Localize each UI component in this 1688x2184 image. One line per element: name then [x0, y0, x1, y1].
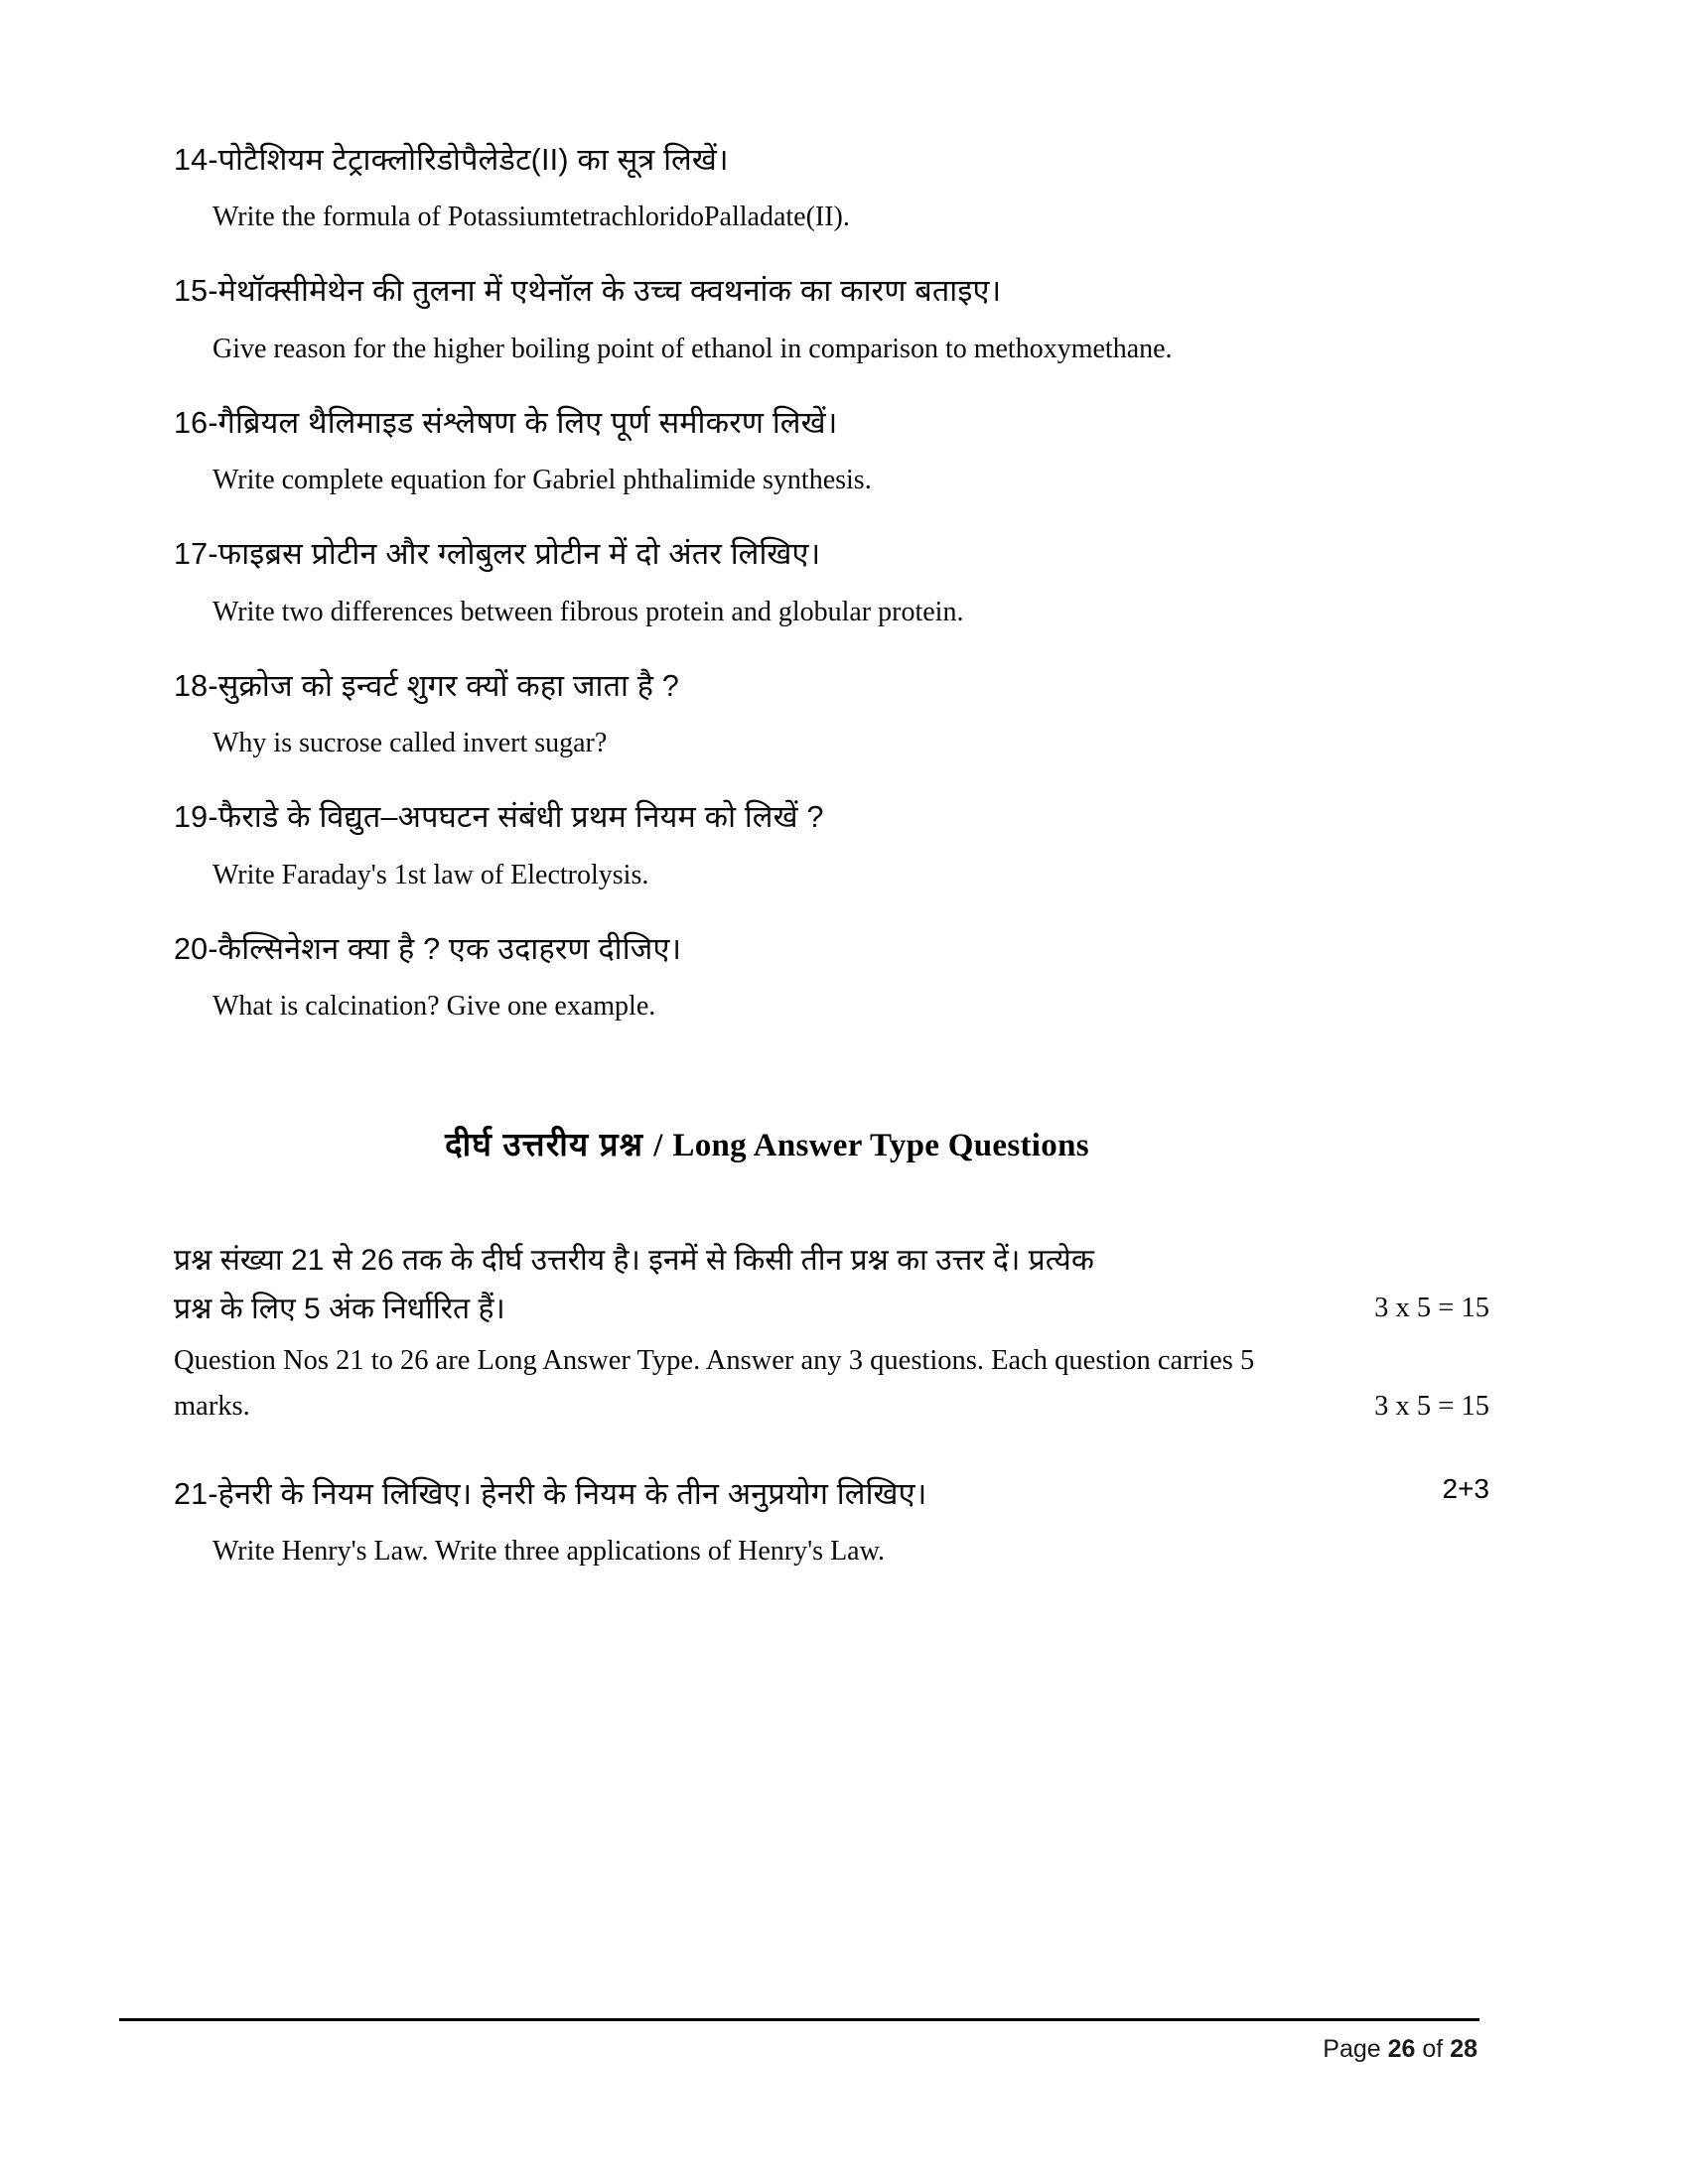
- question-block-17: [174, 533, 1489, 630]
- instructions-block: [174, 1237, 1489, 1430]
- question-20-hindi: 20-कैल्सिनेशन क्या है ? एक उदाहरण दीजिए।: [174, 931, 682, 966]
- question-14-english: Write the formula of PotassiumtetrachloridoPalladate(II).: [212, 202, 850, 233]
- question-20-english: What is calcination? Give one example.: [212, 991, 656, 1023]
- question-21-marks: 2+3: [1442, 1472, 1489, 1504]
- question-15-hindi: 15-मेथॉक्सीमेथेन की तुलना में एथेनॉल के उच्च क्वथनांक का कारण बताइए।: [174, 274, 1002, 309]
- question-block-19: [174, 796, 1489, 893]
- footer-current-page: 26: [1387, 2035, 1416, 2063]
- instructions-english-line-2-text: marks.: [174, 1390, 250, 1422]
- footer-total-pages: 28: [1450, 2035, 1477, 2063]
- question-17-hindi: 17-फाइब्रस प्रोटीन और ग्लोबुलर प्रोटीन में दो अंतर लिखिए।: [174, 537, 821, 572]
- question-18-english: Why is sucrose called invert sugar?: [212, 728, 608, 759]
- section-heading-hindi: दीर्घ उत्तरीय प्रश्न: [445, 1126, 644, 1163]
- instructions-english-line-2: [174, 1384, 1489, 1430]
- question-19-english: Write Faraday's 1st law of Electrolysis.: [212, 859, 649, 890]
- instructions-hindi: [174, 1237, 1489, 1333]
- section-heading-english: Long Answer Type Questions: [672, 1128, 1089, 1164]
- instructions-hindi-line-2: [174, 1286, 1489, 1334]
- question-19-hindi: 19-फैराडे के विद्युत–अपघटन संबंधी प्रथम नियम को लिखें ?: [174, 800, 824, 835]
- question-21-english: Write Henry's Law. Write three applications of Henry's Law.: [212, 1536, 886, 1568]
- question-15-english: Give reason for the higher boiling point of ethanol in comparison to methoxymethane.: [212, 333, 1173, 364]
- question-block-21: [174, 1473, 1489, 1570]
- question-block-16: [174, 402, 1489, 499]
- question-21-hindi: 21-हेनरी के नियम लिखिए। हेनरी के नियम के तीन अनुप्रयोग लिखिए।: [174, 1476, 927, 1511]
- question-16-hindi: 16-गैब्रियल थैलिमाइड संश्लेषण के लिए पूर्ण समीकरण लिखें।: [174, 405, 838, 440]
- question-17-english: Write two differences between fibrous protein and globular protein.: [212, 596, 964, 627]
- question-14-hindi: 14-पोटैशियम टेट्राक्लोरिडोपैलेडेट(II) का सूत्र लिखें।: [174, 143, 729, 177]
- question-block-18: [174, 665, 1489, 762]
- footer-page-number: [1323, 2035, 1477, 2064]
- footer-middle: of: [1415, 2035, 1451, 2063]
- footer-prefix: Page: [1323, 2035, 1388, 2063]
- question-block-14: [174, 139, 1489, 236]
- instructions-hindi-marks: 3 x 5 = 15: [1374, 1292, 1489, 1323]
- instructions-english: [174, 1338, 1489, 1430]
- question-block-15: [174, 270, 1489, 367]
- section-heading-separator: /: [653, 1128, 663, 1164]
- page-content: [174, 139, 1489, 1604]
- instructions-english-line-1: Question Nos 21 to 26 are Long Answer Type. Answer any 3 questions. Each question carries 5: [174, 1344, 1255, 1376]
- section-heading: [174, 1121, 1489, 1165]
- instructions-english-marks: 3 x 5 = 15: [1374, 1390, 1489, 1422]
- instructions-hindi-line-1: प्रश्न संख्या 21 से 26 तक के दीर्घ उत्तरीय है। इनमें से किसी तीन प्रश्न का उत्तर दें। प्रत्येक: [174, 1244, 1094, 1278]
- question-16-english: Write complete equation for Gabriel phthalimide synthesis.: [212, 465, 872, 496]
- instructions-hindi-line-2-text: प्रश्न के लिए 5 अंक निर्धारित हैं।: [174, 1292, 505, 1325]
- question-block-20: [174, 928, 1489, 1025]
- footer-divider: [119, 2018, 1479, 2021]
- question-18-hindi: 18-सुक्रोज को इन्वर्ट शुगर क्यों कहा जाता है ?: [174, 668, 679, 703]
